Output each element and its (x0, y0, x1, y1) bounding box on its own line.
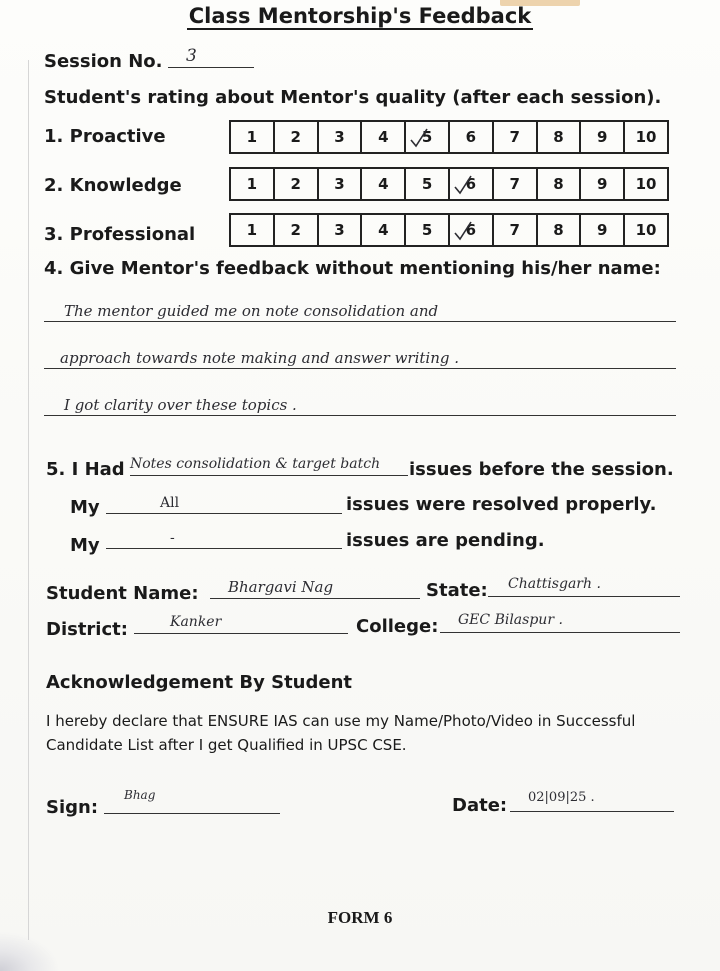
rating-cell (448, 215, 492, 245)
rating-cell-number: 8 (553, 221, 564, 239)
rating-cell-number: 9 (597, 175, 608, 193)
sign-label: Sign: (46, 797, 99, 818)
rating-label-professional: 3. Professional (44, 224, 196, 245)
rating-cell (579, 169, 623, 199)
rating-cell (623, 215, 667, 245)
rating-cell-number: 6 (465, 128, 477, 146)
rating-label-proactive: 1. Proactive (44, 126, 166, 147)
rating-cell (623, 169, 667, 199)
college-line (440, 632, 680, 633)
rating-cell-number: 6 (465, 175, 477, 193)
feedback-line-2 (44, 368, 676, 369)
rating-cell-number: 2 (290, 221, 301, 239)
college-value: GEC Bilaspur . (458, 612, 563, 628)
acknowledgement-heading: Acknowledgement By Student (46, 672, 352, 693)
rating-cell (448, 122, 492, 152)
rating-cell-number: 2 (290, 128, 301, 146)
issues-had-suffix: issues before the session. (409, 459, 674, 480)
rating-cell-number: 5 (421, 175, 433, 193)
rating-cell (579, 215, 623, 245)
rating-cell (360, 215, 404, 245)
date-line (510, 811, 674, 812)
state-line (488, 596, 680, 597)
district-value: Kanker (170, 614, 222, 630)
rating-cell (231, 169, 273, 199)
college-label: College: (356, 616, 439, 637)
district-line (134, 633, 348, 634)
rating-cell-number: 1 (246, 221, 258, 239)
rating-cell-number: 10 (635, 175, 657, 193)
rating-cell (360, 122, 404, 152)
feedback-text-2: approach towards note making and answer writing . (60, 349, 460, 367)
rating-cell-number: 8 (553, 128, 564, 146)
rating-cell (317, 215, 361, 245)
rating-cell-number: 4 (378, 128, 389, 146)
rating-cell-number: 7 (509, 128, 520, 146)
issues-resolved-prefix: My (70, 497, 100, 518)
issues-resolved-value: All (160, 495, 180, 511)
rating-cell (273, 122, 317, 152)
rating-cell (360, 169, 404, 199)
issues-pending-prefix: My (70, 535, 100, 556)
issues-had-prefix: 5. I Had (46, 459, 125, 480)
rating-scale-professional (229, 213, 669, 247)
rating-cell-number: 10 (635, 128, 657, 146)
student-name-line (210, 598, 420, 599)
form-title: Class Mentorship's Feedback (188, 4, 532, 28)
sign-line (104, 813, 280, 814)
rating-cell (404, 122, 448, 152)
rating-cell-number: 1 (246, 175, 258, 193)
rating-cell (579, 122, 623, 152)
rating-cell (536, 122, 580, 152)
acknowledgement-text-1: I hereby declare that ENSURE IAS can use my Name/Photo/Video in Successful (46, 712, 636, 730)
rating-cell (231, 215, 273, 245)
rating-cell-number: 5 (421, 221, 433, 239)
rating-cell (404, 169, 448, 199)
issues-pending-line (106, 548, 342, 549)
rating-cell-number: 3 (334, 221, 345, 239)
rating-cell (317, 122, 361, 152)
rating-cell (404, 215, 448, 245)
rating-cell-number: 7 (509, 221, 520, 239)
rating-cell-number: 7 (509, 175, 520, 193)
acknowledgement-text-2: Candidate List after I get Qualified in UPSC CSE. (46, 736, 407, 754)
district-label: District: (46, 619, 128, 640)
rating-cell (492, 169, 536, 199)
rating-cell-number: 8 (553, 175, 564, 193)
state-label: State: (426, 580, 488, 601)
date-value: 02|09|25 . (528, 790, 595, 805)
rating-cell-number: 2 (290, 175, 301, 193)
issues-pending-suffix: issues are pending. (346, 530, 545, 551)
rating-cell-number: 4 (378, 221, 389, 239)
rating-cell (317, 169, 361, 199)
session-value: 3 (186, 46, 197, 66)
student-name-label: Student Name: (46, 583, 199, 604)
issues-pending-value: - (170, 530, 175, 546)
feedback-heading: 4. Give Mentor's feedback without mentioning his/her name: (44, 258, 661, 279)
rating-cell (448, 169, 492, 199)
rating-heading: Student's rating about Mentor's quality (after each session). (44, 87, 662, 108)
issues-had-line (130, 475, 408, 476)
rating-cell (623, 122, 667, 152)
rating-cell (492, 122, 536, 152)
rating-cell-number: 9 (597, 221, 608, 239)
session-line (168, 67, 254, 68)
feedback-text-3: I got clarity over these topics . (64, 396, 297, 414)
issues-resolved-line (106, 513, 342, 514)
page-edge (28, 60, 29, 940)
issues-had-value: Notes consolidation & target batch (130, 456, 381, 472)
signature: Bhag (124, 788, 156, 802)
date-label: Date: (452, 795, 508, 816)
rating-cell-number: 1 (246, 128, 258, 146)
form-footer: FORM 6 (327, 908, 393, 927)
issues-resolved-suffix: issues were resolved properly. (346, 494, 657, 515)
rating-cell-number: 3 (334, 175, 345, 193)
rating-cell (273, 215, 317, 245)
rating-cell (273, 169, 317, 199)
feedback-text-1: The mentor guided me on note consolidation and (64, 302, 439, 320)
rating-cell-number: 9 (597, 128, 608, 146)
rating-cell (536, 215, 580, 245)
rating-label-knowledge: 2. Knowledge (44, 175, 182, 196)
rating-cell (492, 215, 536, 245)
feedback-line-3 (44, 415, 676, 416)
rating-cell (231, 122, 273, 152)
rating-cell-number: 10 (635, 221, 657, 239)
rating-cell-number: 6 (465, 221, 477, 239)
feedback-line-1 (44, 321, 676, 322)
rating-cell-number: 4 (378, 175, 389, 193)
rating-scale-knowledge (229, 167, 669, 201)
rating-cell (536, 169, 580, 199)
state-value: Chattisgarh . (508, 576, 601, 592)
rating-cell-number: 3 (334, 128, 345, 146)
student-name-value: Bhargavi Nag (228, 578, 334, 596)
rating-scale-proactive (229, 120, 669, 154)
session-label: Session No. (44, 51, 163, 72)
page-fold-shadow (0, 931, 60, 971)
rating-cell-number: 5 (421, 128, 433, 146)
